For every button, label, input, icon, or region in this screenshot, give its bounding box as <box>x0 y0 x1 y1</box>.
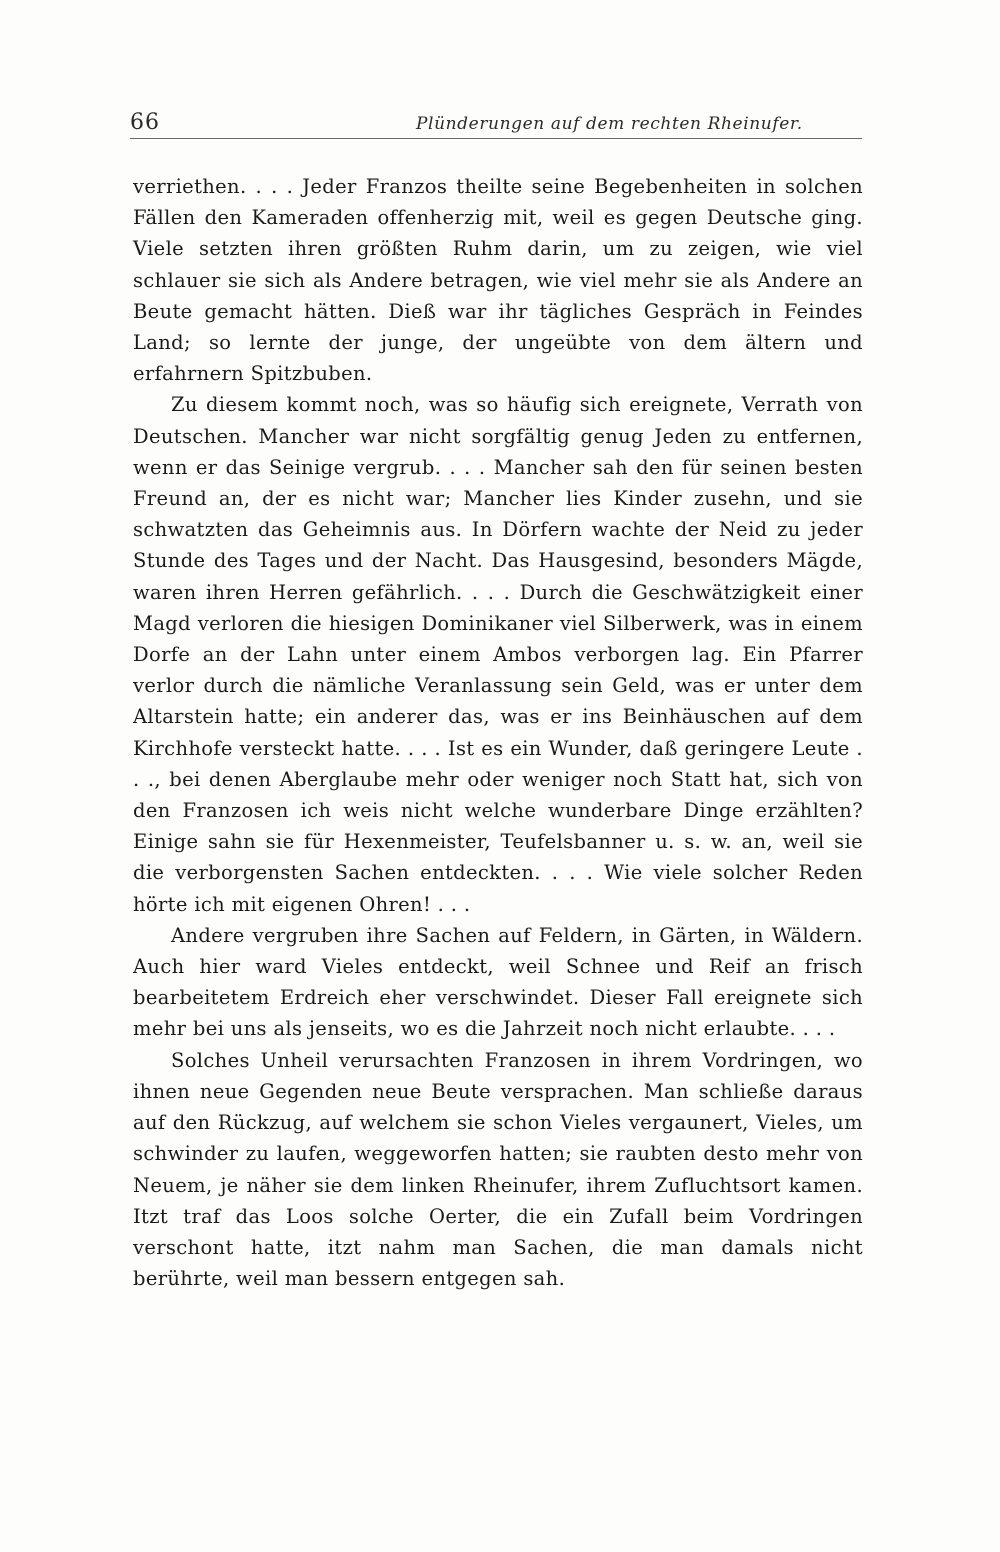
paragraph: Andere vergruben ihre Sachen auf Feldern, in Gärten, in Wäldern. Auch hier ward Vieles entdeckt, weil Schnee und Reif an frisch bearbeitetem Erdreich eher verschwindet. Dieser Fall ereignete sich mehr bei uns als jenseits, wo es die Jahrzeit noch nicht erlaubte. . . . <box>133 923 863 1041</box>
running-title: Plünderungen auf dem rechten Rheinufer. <box>416 114 803 134</box>
body-text <box>133 171 863 1294</box>
paragraph: verriethen. . . . Jeder Franzos theilte seine Begebenheiten in solchen Fällen den Kameraden offenherzig mit, weil es gegen Deutsche ging. Viele setzten ihren größten Ruhm darin, um zu zeigen, wie viel schlauer sie sich als Andere betragen, wie viel mehr sie als Andere an Beute gemacht hätten. Dieß war ihr tägliches Gespräch in Feindes Land; so lernte der junge, der ungeübte von dem ältern und erfahrnern Spitzbuben. <box>133 175 863 386</box>
paragraph: Solches Unheil verursachten Franzosen in ihrem Vordringen, wo ihnen neue Gegenden neue Beute versprachen. Man schließe daraus auf den Rückzug, auf welchem sie schon Vieles vergaunert, Vieles, um schwinder zu laufen, weggeworfen hatten; sie raubten desto mehr von Neuem, je näher sie dem linken Rheinufer, ihrem Zufluchtsort kamen. Itzt traf das Loos solche Oerter, die ein Zufall beim Vordringen verschont hatte, itzt nahm man Sachen, die man damals nicht berührte, weil man bessern entgegen sah. <box>133 1048 863 1291</box>
paragraph: Zu diesem kommt noch, was so häufig sich ereignete, Verrath von Deutschen. Mancher war nicht sorgfältig genug Jeden zu entfernen, wenn er das Seinige vergrub. . . . Mancher sah den für seinen besten Freund an, der es nicht war; Mancher lies Kinder zusehn, und sie schwatzten das Geheimnis aus. In Dörfern wachte der Neid zu jeder Stunde des Tages und der Nacht. Das Hausgesind, besonders Mägde, waren ihren Herren gefährlich. . . . Durch die Geschwätzigkeit einer Magd verloren die hiesigen Dominikaner viel Silberwerk, was in einem Dorfe an der Lahn unter einem Ambos verborgen lag. Ein Pfarrer verlor durch die nämliche Veranlassung sein Geld, was er unter dem Altarstein hatte; ein anderer das, was er ins Beinhäuschen auf dem Kirchhofe versteckt hatte. . . . Ist es ein Wunder, daß geringere Leute . . ., bei denen Aberglaube mehr oder weniger noch Statt hat, sich von den Franzosen ich weis nicht welche wunderbare Dinge erzählten? Einige sahn sie für Hexenmeister, Teufelsbanner u. s. w. an, weil sie die verborgensten Sachen entdeckten. . . . Wie viele solcher Reden hörte ich mit eigenen Ohren! . . . <box>133 393 863 916</box>
page-header <box>130 108 862 139</box>
page-number: 66 <box>130 110 160 135</box>
